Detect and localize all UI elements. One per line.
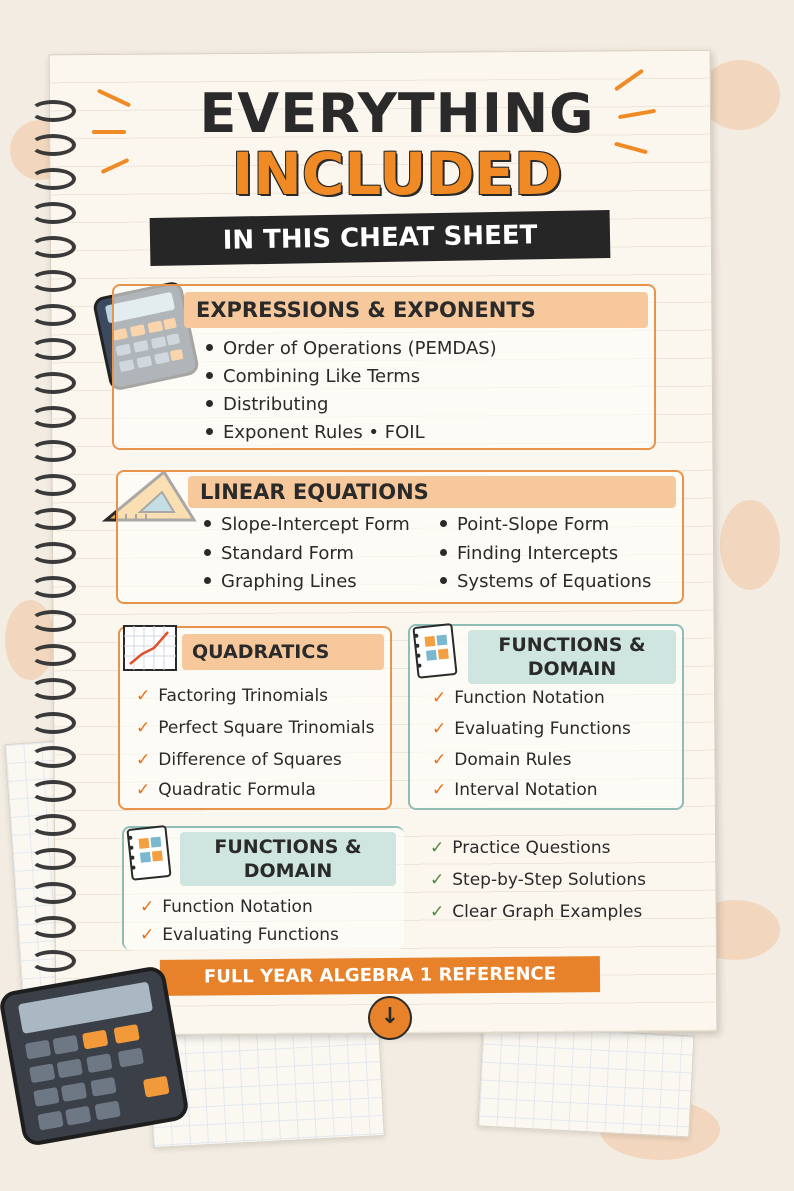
- list-item: ✓ Difference of Squares: [136, 750, 342, 770]
- list-item: ✓ Perfect Square Trinomials: [136, 718, 375, 738]
- arrow-down-icon: ↓: [368, 996, 412, 1040]
- list-item: Distributing: [206, 394, 328, 415]
- section-title: EXPRESSIONS & EXPONENTS: [184, 292, 648, 328]
- graph-paper-icon: [122, 624, 178, 672]
- calculator-icon: [0, 962, 193, 1149]
- list-item: ✓ Interval Notation: [432, 780, 598, 800]
- list-item: ✓ Clear Graph Examples: [430, 902, 643, 922]
- section-title: LINEAR EQUATIONS: [188, 476, 676, 508]
- notebook-icon: [409, 622, 458, 680]
- list-item: Slope-Intercept Form: [204, 514, 410, 535]
- spiral-binding: [30, 100, 90, 980]
- list-item: ✓ Domain Rules: [432, 750, 572, 770]
- list-item: ✓ Evaluating Functions: [140, 925, 339, 945]
- list-item: ✓ Practice Questions: [430, 838, 611, 858]
- list-item: ✓ Factoring Trinomials: [136, 686, 329, 706]
- list-item: ✓ Evaluating Functions: [432, 719, 631, 739]
- notebook-icon: [123, 824, 172, 882]
- section-title: FUNCTIONS & DOMAIN: [180, 832, 396, 886]
- list-item: Standard Form: [204, 543, 354, 564]
- list-item: Graphing Lines: [204, 571, 357, 592]
- list-item: Point-Slope Form: [440, 514, 609, 535]
- subtitle-banner: IN THIS CHEAT SHEET: [150, 210, 611, 266]
- list-item: Combining Like Terms: [206, 366, 420, 387]
- page-title-line2: INCLUDED: [231, 140, 563, 208]
- list-item: ✓ Step-by-Step Solutions: [430, 870, 646, 890]
- page-title-line1: EVERYTHING: [199, 82, 595, 145]
- list-item: Finding Intercepts: [440, 543, 618, 564]
- list-item: ✓ Function Notation: [432, 688, 605, 708]
- loose-graph-paper: [477, 1025, 694, 1138]
- section-title: FUNCTIONS & DOMAIN: [468, 630, 676, 684]
- list-item: Systems of Equations: [440, 571, 651, 592]
- list-item: Exponent Rules • FOIL: [206, 422, 425, 443]
- section-title: QUADRATICS: [182, 634, 384, 670]
- list-item: ✓ Function Notation: [140, 897, 313, 917]
- list-item: Order of Operations (PEMDAS): [206, 338, 497, 359]
- list-item: ✓ Quadratic Formula: [136, 780, 316, 800]
- footer-banner: FULL YEAR ALGEBRA 1 REFERENCE: [160, 956, 600, 996]
